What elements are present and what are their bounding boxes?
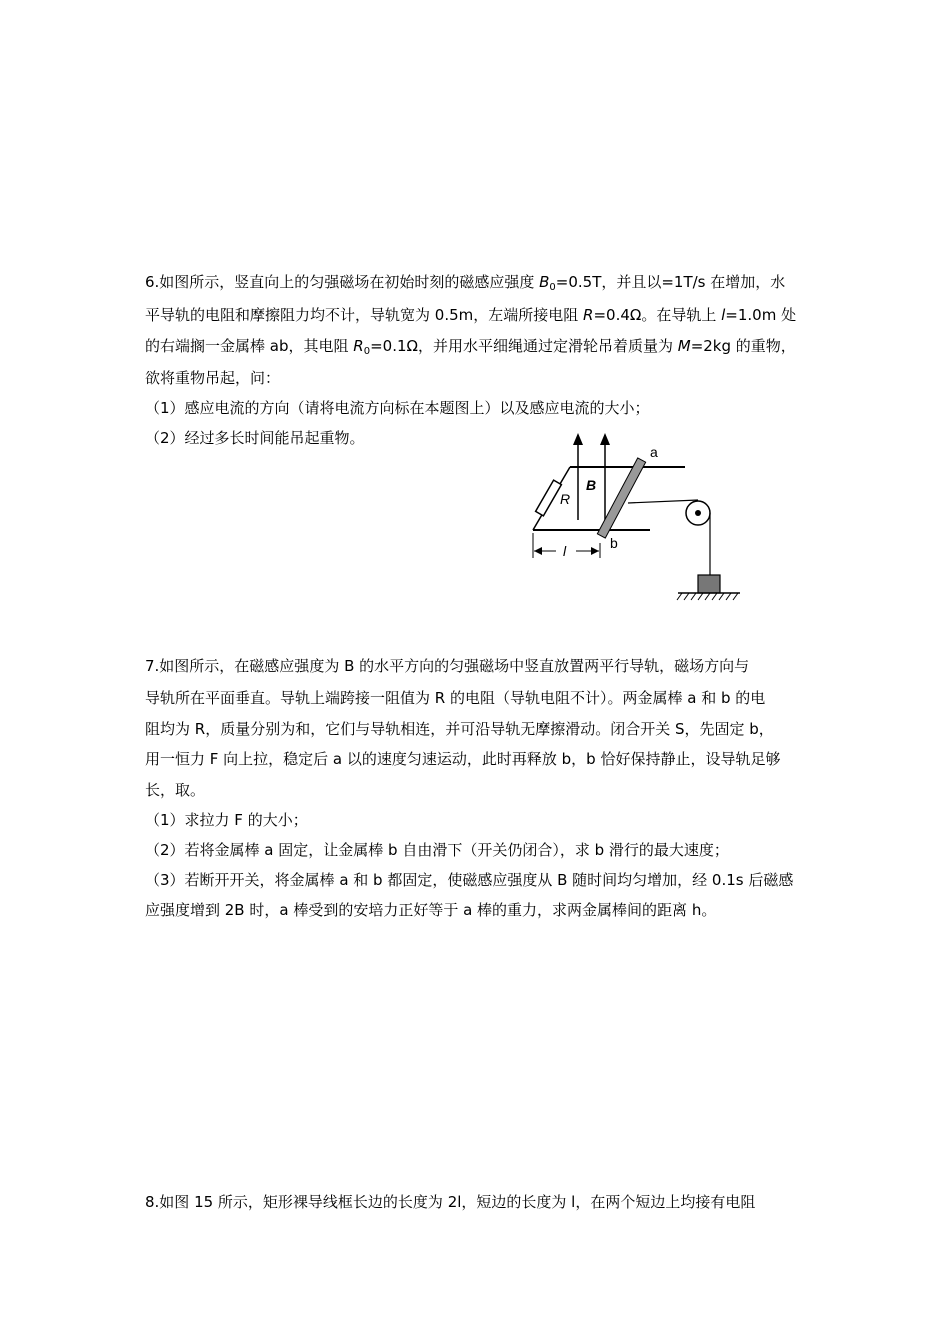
label-R: R	[560, 491, 571, 507]
circuit-diagram	[520, 425, 750, 610]
q6-symbol-M: M	[677, 337, 691, 355]
q7-subquestion-3b: 应强度增到 2B 时，a 棒受到的安培力正好等于 a 棒的重力，求两金属棒间的距离 h。	[145, 901, 717, 919]
weight	[698, 575, 720, 593]
q6-text: =1.0m 处	[725, 306, 797, 324]
q7-line-1: 7.如图所示，在磁感应强度为 B 的水平方向的匀强磁场中竖直放置两平行导轨，磁场方向与	[145, 657, 750, 675]
q6-subscript: 0	[549, 282, 556, 293]
dimension-arrow-left	[534, 547, 542, 555]
q6-text: =0.4Ω。在导轨上	[593, 306, 722, 324]
q8-line-1: 8.如图 15 所示，矩形裸导线框长边的长度为 2l，短边的长度为 l，在两个短边上均接有电阻	[145, 1193, 756, 1211]
q6-symbol-B: B	[539, 273, 550, 291]
label-a: a	[650, 444, 658, 460]
label-l: l	[563, 543, 567, 559]
q7-subquestion-1: （1）求拉力 F 的大小；	[145, 811, 308, 829]
string-horizontal	[628, 500, 698, 503]
q7-subquestion-3a: （3）若断开开关，将金属棒 a 和 b 都固定，使磁感应强度从 B 随时间均匀增加，经 0.1s 后磁感	[145, 871, 794, 889]
q7-line-5: 长，取。	[145, 781, 206, 799]
q6-text: =0.5T，并且以=1T/s 在增加，水	[555, 273, 786, 291]
resistor	[536, 480, 562, 516]
q6-line-4: 欲将重物吊起，问：	[145, 369, 281, 387]
label-B: B	[586, 477, 597, 493]
q6-symbol-R0: R	[353, 337, 364, 355]
q6-subquestion-2: （2）经过多长时间能吊起重物。	[145, 429, 365, 447]
q7-line-3: 阻均为 R，质量分别为和，它们与导轨相连，并可沿导轨无摩擦滑动。闭合开关 S，先固定 b，	[145, 720, 774, 738]
q6-symbol-l: l	[721, 306, 726, 324]
pulley-axle	[695, 510, 701, 516]
q6-subscript: 0	[363, 346, 371, 357]
q6-text: 平导轨的电阻和摩擦阻力均不计，导轨宽为 0.5m，左端所接电阻	[145, 306, 584, 324]
field-arrowhead-1	[573, 433, 583, 445]
q7-line-4: 用一恒力 F 向上拉，稳定后 a 以的速度匀速运动，此时再释放 b，b 恰好保持静止，设导轨足够	[145, 750, 781, 768]
q6-line-3	[145, 336, 796, 356]
field-arrowhead-2	[600, 433, 610, 445]
label-b: b	[610, 535, 618, 551]
q6-line-2	[145, 305, 796, 325]
q6-line-1	[145, 272, 785, 292]
q6-text: 的右端搁一金属棒 ab，其电阻	[145, 337, 354, 355]
q6-symbol-R: R	[583, 306, 594, 324]
q6-figure	[520, 425, 750, 610]
ground-hatch	[677, 593, 738, 600]
q6-subquestion-1: （1）感应电流的方向（请将电流方向标在本题图上）以及感应电流的大小；	[145, 399, 650, 417]
q7-subquestion-2: （2）若将金属棒 a 固定，让金属棒 b 自由滑下（开关仍闭合），求 b 滑行的最大速度；	[145, 841, 729, 859]
dimension-arrow-right	[591, 547, 599, 555]
q6-text: =0.1Ω，并用水平细绳通过定滑轮吊着质量为	[370, 337, 678, 355]
q7-line-2: 导轨所在平面垂直。导轨上端跨接一阻值为 R 的电阻（导轨电阻不计）。两金属棒 a 和 b 的电	[145, 689, 766, 707]
q6-text: =2kg 的重物，	[690, 337, 796, 355]
q6-text: 6.如图所示，竖直向上的匀强磁场在初始时刻的磁感应强度	[145, 273, 540, 291]
